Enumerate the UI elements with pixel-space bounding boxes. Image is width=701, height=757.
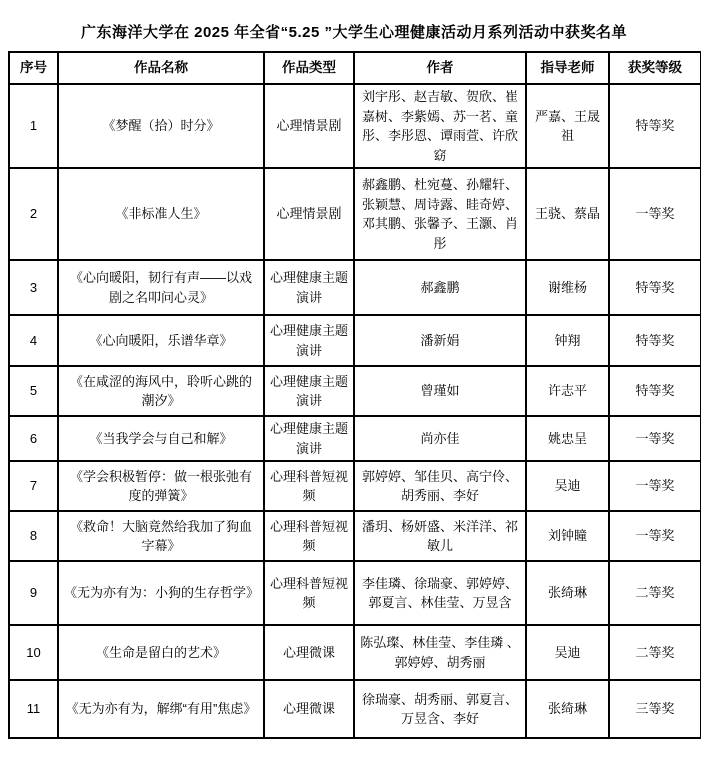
work-name-cell: 《当我学会与自己和解》 <box>58 416 264 461</box>
authors-cell: 尚亦佳 <box>354 416 526 461</box>
award-level-cell: 一等奖 <box>609 168 701 260</box>
work-type-cell: 心理情景剧 <box>264 168 354 260</box>
serial-number-cell: 11 <box>9 680 58 738</box>
table-row <box>9 680 701 738</box>
authors-cell: 徐瑞豪、胡秀丽、郭夏言、万昱含、李好 <box>354 680 526 738</box>
authors-cell: 李佳璘、徐瑞豪、郭婷婷、郭夏言、林佳莹、万昱含 <box>354 561 526 625</box>
serial-number-cell: 3 <box>9 260 58 315</box>
work-name-cell: 《无为亦有为：小狗的生存哲学》 <box>58 561 264 625</box>
advisor-cell: 严嘉、王晟祖 <box>526 84 609 168</box>
table-row <box>9 366 701 416</box>
table-row <box>9 260 701 315</box>
work-name-cell: 《梦醒（拾）时分》 <box>58 84 264 168</box>
table-row <box>9 461 701 511</box>
serial-number-cell: 4 <box>9 315 58 366</box>
advisor-cell: 许志平 <box>526 366 609 416</box>
award-level-cell: 特等奖 <box>609 84 701 168</box>
advisor-cell: 张绮琳 <box>526 561 609 625</box>
work-name-cell: 《心向暖阳，韧行有声——以戏剧之名叩问心灵》 <box>58 260 264 315</box>
table-body <box>9 84 701 738</box>
awards-table <box>8 51 701 739</box>
serial-number-cell: 10 <box>9 625 58 680</box>
work-name-cell: 《无为亦有为，解绑“有用”焦虑》 <box>58 680 264 738</box>
work-type-cell: 心理健康主题演讲 <box>264 315 354 366</box>
award-level-cell: 三等奖 <box>609 680 701 738</box>
work-type-cell: 心理健康主题演讲 <box>264 260 354 315</box>
header-serial-number: 序号 <box>9 52 58 84</box>
authors-cell: 郭婷婷、邹佳贝、高宁伶、胡秀丽、李好 <box>354 461 526 511</box>
work-type-cell: 心理微课 <box>264 680 354 738</box>
table-row <box>9 416 701 461</box>
authors-cell: 郝鑫鹏、杜宛蔓、孙耀轩、张颖慧、周诗露、眭奇婷、邓其鹏、张馨予、王灏、肖彤 <box>354 168 526 260</box>
authors-cell: 曾瑾如 <box>354 366 526 416</box>
table-row <box>9 625 701 680</box>
work-name-cell: 《心向暖阳，乐谱华章》 <box>58 315 264 366</box>
table-row <box>9 315 701 366</box>
authors-cell: 郝鑫鹏 <box>354 260 526 315</box>
serial-number-cell: 7 <box>9 461 58 511</box>
table-row <box>9 168 701 260</box>
award-level-cell: 二等奖 <box>609 561 701 625</box>
header-authors: 作者 <box>354 52 526 84</box>
award-level-cell: 特等奖 <box>609 260 701 315</box>
work-type-cell: 心理健康主题演讲 <box>264 366 354 416</box>
advisor-cell: 姚忠呈 <box>526 416 609 461</box>
work-type-cell: 心理情景剧 <box>264 84 354 168</box>
header-award-level: 获奖等级 <box>609 52 701 84</box>
work-type-cell: 心理科普短视频 <box>264 461 354 511</box>
advisor-cell: 王骁、蔡晶 <box>526 168 609 260</box>
authors-cell: 刘宇彤、赵吉敏、贺欣、崔嘉树、李紫嫣、苏一茗、童彤、李彤恩、谭雨萱、许欣窈 <box>354 84 526 168</box>
serial-number-cell: 8 <box>9 511 58 561</box>
header-work-name: 作品名称 <box>58 52 264 84</box>
serial-number-cell: 9 <box>9 561 58 625</box>
work-type-cell: 心理微课 <box>264 625 354 680</box>
advisor-cell: 吴迪 <box>526 461 609 511</box>
advisor-cell: 张绮琳 <box>526 680 609 738</box>
advisor-cell: 谢维杨 <box>526 260 609 315</box>
advisor-cell: 刘钟瞳 <box>526 511 609 561</box>
work-type-cell: 心理健康主题演讲 <box>264 416 354 461</box>
award-level-cell: 一等奖 <box>609 511 701 561</box>
work-name-cell: 《在咸涩的海风中，聆听心跳的潮汐》 <box>58 366 264 416</box>
table-row <box>9 511 701 561</box>
table-header-row <box>9 52 701 84</box>
work-type-cell: 心理科普短视频 <box>264 511 354 561</box>
work-name-cell: 《非标准人生》 <box>58 168 264 260</box>
advisor-cell: 钟翔 <box>526 315 609 366</box>
authors-cell: 潘玥、杨妍盛、米洋洋、祁敏儿 <box>354 511 526 561</box>
work-name-cell: 《学会积极暂停：做一根张弛有度的弹簧》 <box>58 461 264 511</box>
table-row <box>9 84 701 168</box>
award-level-cell: 一等奖 <box>609 416 701 461</box>
work-name-cell: 《救命！大脑竟然给我加了狗血字幕》 <box>58 511 264 561</box>
award-level-cell: 一等奖 <box>609 461 701 511</box>
header-work-type: 作品类型 <box>264 52 354 84</box>
page-title: 广东海洋大学在 2025 年全省“5.25 ”大学生心理健康活动月系列活动中获奖名单 <box>80 24 628 41</box>
authors-cell: 潘新娟 <box>354 315 526 366</box>
advisor-cell: 吴迪 <box>526 625 609 680</box>
award-level-cell: 特等奖 <box>609 315 701 366</box>
serial-number-cell: 5 <box>9 366 58 416</box>
serial-number-cell: 2 <box>9 168 58 260</box>
authors-cell: 陈弘璨、林佳莹、李佳璘 、郭婷婷、胡秀丽 <box>354 625 526 680</box>
award-level-cell: 特等奖 <box>609 366 701 416</box>
serial-number-cell: 6 <box>9 416 58 461</box>
serial-number-cell: 1 <box>9 84 58 168</box>
table-row <box>9 561 701 625</box>
work-type-cell: 心理科普短视频 <box>264 561 354 625</box>
award-level-cell: 二等奖 <box>609 625 701 680</box>
work-name-cell: 《生命是留白的艺术》 <box>58 625 264 680</box>
header-advisor: 指导老师 <box>526 52 609 84</box>
